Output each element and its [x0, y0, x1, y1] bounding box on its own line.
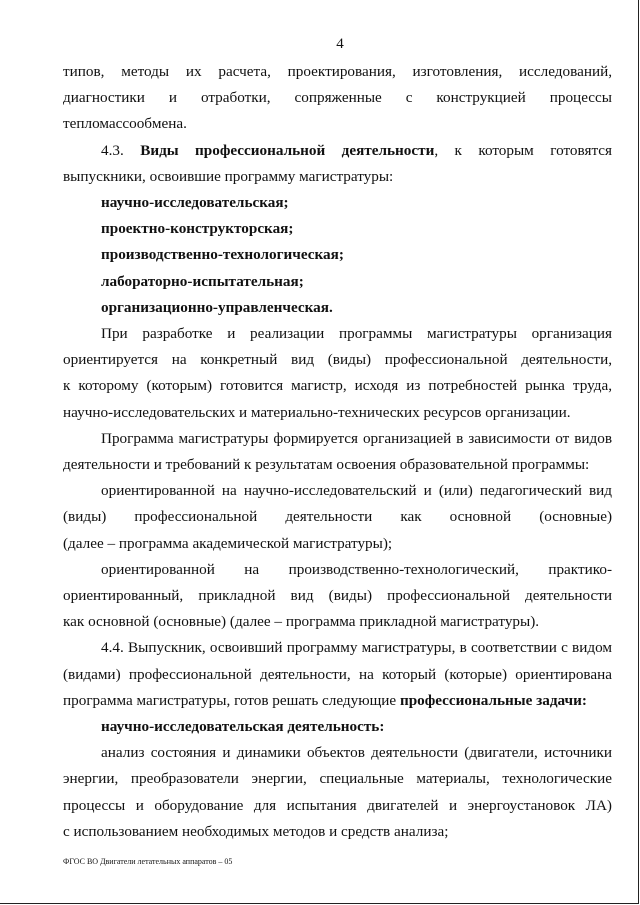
activity-item-management: организационно-управленческая. — [101, 298, 333, 316]
para1-line3: тепломассообмена. — [63, 115, 187, 133]
para-academic-line2: (виды) профессиональной деятельности как основной (основные) — [63, 508, 612, 526]
para1-line2: диагностики и отработки, сопряженные с конструкцией процессы — [63, 89, 612, 107]
para-applied-line2: ориентированный, прикладной вид (виды) профессиональной деятельности — [63, 587, 612, 605]
section-4-4-line2: (видами) профессиональной деятельности, на который (которые) ориентирована — [63, 665, 612, 683]
para-dev-line2: ориентируется на конкретный вид (виды) профессиональной деятельности, — [63, 351, 612, 369]
section-4-4-line1: 4.4. Выпускник, освоивший программу магистратуры, в соответствии с видом — [101, 639, 612, 657]
para-dev-line4: научно-исследовательских и материально-технических ресурсов организации. — [63, 403, 571, 421]
section-4-4-line3 — [63, 688, 612, 714]
document-body — [63, 59, 612, 845]
para-academic-line3: (далее – программа академической магистратуры); — [63, 534, 393, 552]
para1-line1: типов, методы их расчета, проектирования, изготовления, исследований, — [63, 63, 612, 80]
activity-item-research: научно-исследовательская; — [101, 194, 289, 212]
section-4-3-line1 — [63, 138, 612, 164]
para-applied-line1: ориентированной на производственно-технологический, практико- — [101, 560, 612, 578]
page-number: 4 — [336, 36, 344, 52]
para-analysis-line2: энергии, преобразователи энергии, специальные материалы, технологические — [63, 770, 612, 788]
para-applied-line3: как основной (основные) (далее – программа прикладной магистратуры). — [63, 613, 540, 631]
para-analysis-line1: анализ состояния и динамики объектов деятельности (двигатели, источники — [101, 744, 612, 762]
activity-item-design: проектно-конструкторская; — [101, 220, 294, 238]
para-academic-line1: ориентированной на научно-исследовательский и (или) педагогический вид — [101, 482, 612, 500]
footer: ФГОС ВО Двигатели летательных аппаратов – 05 — [63, 857, 233, 866]
para-analysis-line3: процессы и оборудование для испытания двигателей и энергоустановок ЛА) — [63, 796, 612, 814]
activity-item-laboratory: лабораторно-испытательная; — [101, 272, 304, 290]
professional-tasks-label: профессиональные задачи: — [399, 691, 587, 709]
para-program-line1: Программа магистратуры формируется организацией в зависимости от видов — [101, 429, 612, 447]
para-program-line2: деятельности и требований к результатам освоения образовательной программы: — [63, 456, 590, 474]
section-4-3-line2: выпускники, освоившие программу магистратуры: — [63, 167, 394, 185]
activity-item-production: производственно-технологическая; — [101, 246, 344, 264]
section-4-3-rest: , к которым готовятся — [434, 141, 612, 159]
para-dev-line1: При разработке и реализации программы магистратуры организация — [101, 325, 612, 343]
research-heading: научно-исследовательская деятельность: — [101, 718, 385, 736]
section-4-3-number: 4.3. — [101, 141, 124, 159]
para-dev-line3: к которому (которым) готовится магистр, исходя из потребностей рынка труда, — [63, 377, 612, 395]
para-analysis-line4: с использованием необходимых методов и средств анализа; — [63, 822, 449, 840]
section-4-3-title: Виды профессиональной деятельности — [140, 141, 435, 159]
section-4-4-line3-start: программа магистратуры, готов решать следующие — [63, 691, 397, 709]
